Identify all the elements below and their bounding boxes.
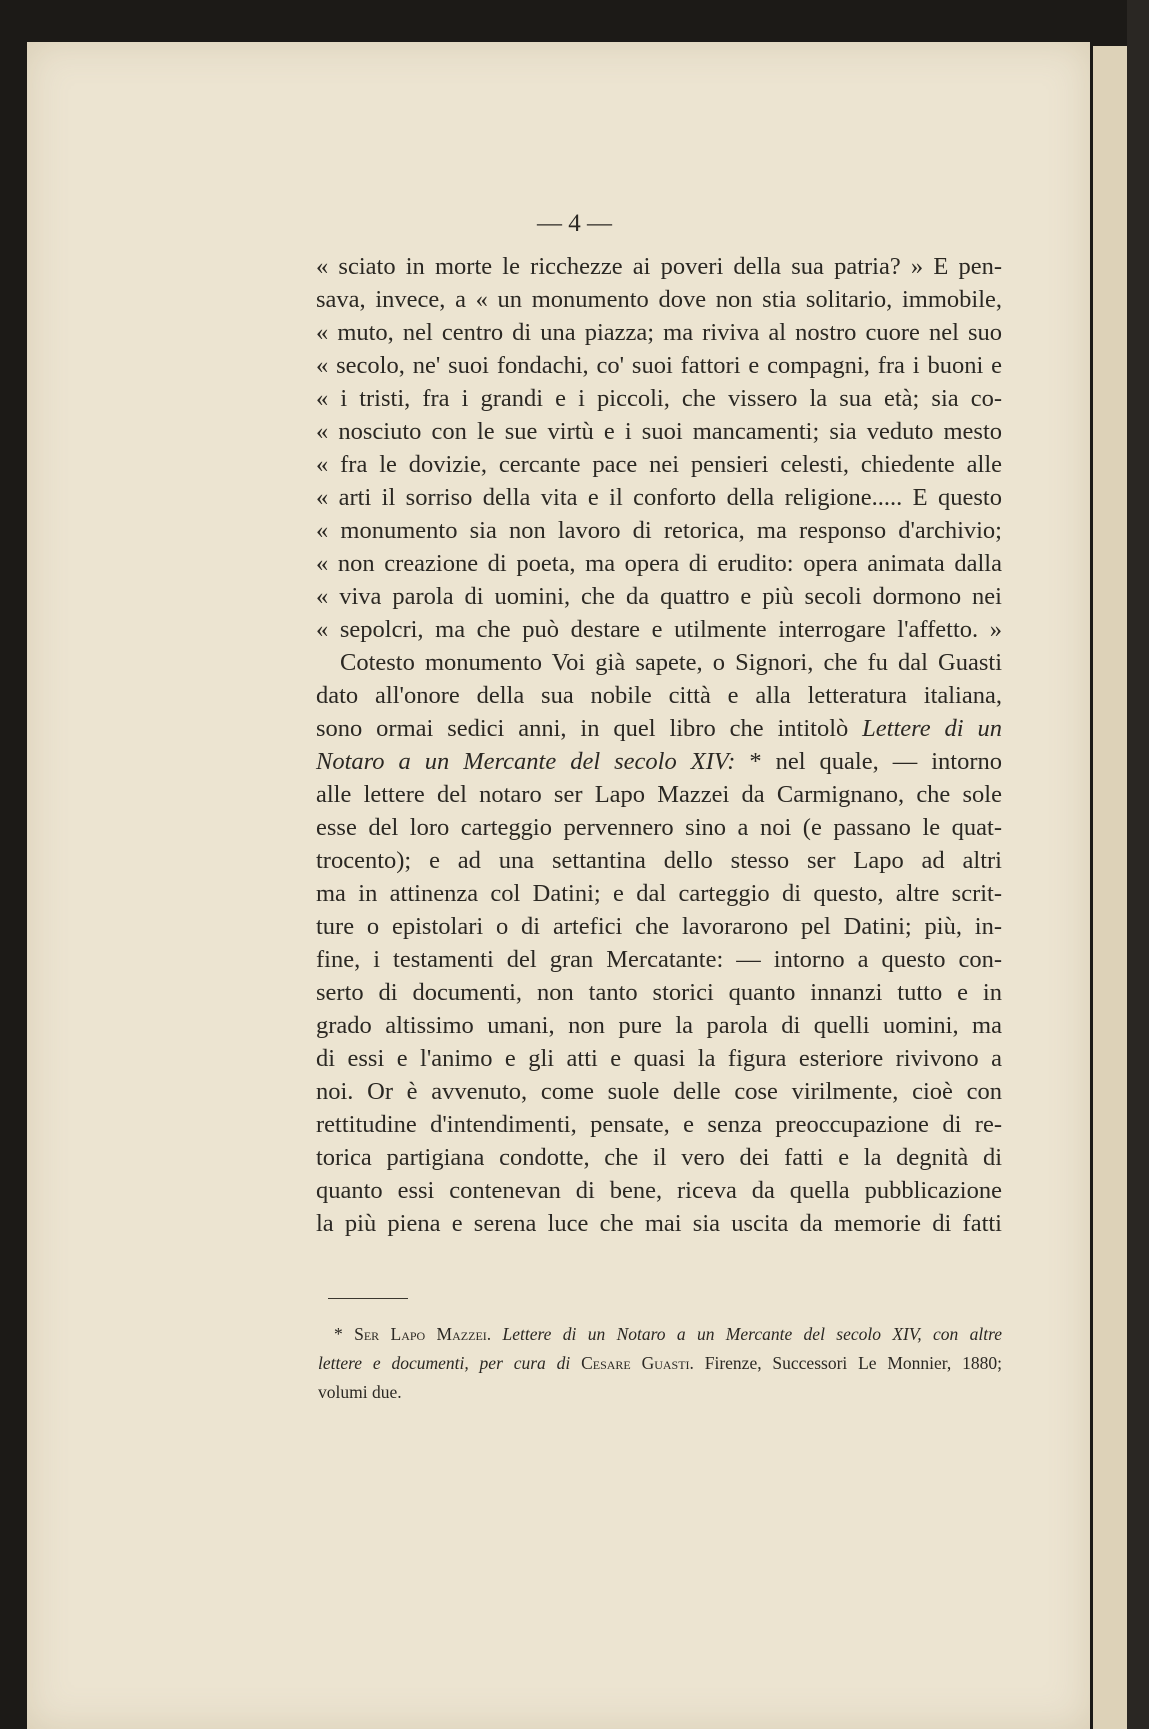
text-segment: * <box>334 1324 355 1344</box>
text-segment: quanto essi contenevan di bene, riceva da quella pubblicazione <box>316 1177 1002 1204</box>
text-segment: alle lettere del notaro ser Lapo Mazzei da Carmignano, che sole <box>316 781 1002 808</box>
text-segment: « secolo, ne' suoi fondachi, co' suoi fattori e compagni, fra i buoni e <box>316 352 1002 379</box>
text-line <box>316 877 1002 910</box>
adjacent-page-edge <box>1093 46 1127 1729</box>
text-line <box>316 250 1002 283</box>
text-segment: la più piena e serena luce che mai sia uscita da memorie di fatti <box>316 1210 1002 1237</box>
text-segment: ture o epistolari o di artefici che lavorarono pel Datini; più, in- <box>316 913 1002 940</box>
text-segment: « muto, nel centro di una piazza; ma riviva al nostro cuore nel suo <box>316 319 1002 346</box>
text-line <box>316 943 1002 976</box>
text-line <box>316 745 1002 778</box>
text-segment: « nosciuto con le sue virtù e i suoi mancamenti; sia veduto mesto <box>316 418 1002 445</box>
italic-text: Lettere di un <box>862 715 1002 742</box>
text-segment: « fra le dovizie, cercante pace nei pensieri celesti, chiedente alle <box>316 451 1002 478</box>
text-segment: « arti il sorriso della vita e il conforto della religione..... E questo <box>316 484 1002 511</box>
footnote-line <box>318 1320 1002 1349</box>
body-text <box>316 250 1002 1240</box>
text-line <box>316 778 1002 811</box>
text-segment: grado altissimo umani, non pure la parola di quelli uomini, ma <box>316 1012 1002 1039</box>
text-segment <box>570 1353 581 1373</box>
text-line <box>316 547 1002 580</box>
page-number: — 4 — <box>537 210 612 237</box>
footnote-rule <box>328 1298 408 1299</box>
text-line <box>316 448 1002 481</box>
italic-text: lettere e documenti, per cura di <box>318 1353 571 1373</box>
text-segment: noi. Or è avvenuto, come suole delle cose virilmente, cioè con <box>316 1078 1002 1105</box>
italic-text: Lettere di un Notaro a un Mercante del secolo XIV, <box>502 1324 922 1344</box>
text-segment: di essi e l'animo e gli atti e quasi la figura esteriore rivivono a <box>316 1045 1002 1072</box>
text-segment: trocento); e ad una settantina dello stesso ser Lapo ad altri <box>316 847 1002 874</box>
small-caps-text: Ser Lapo Mazzei. <box>354 1324 492 1344</box>
text-segment: Firenze, Successori Le Monnier, 1880; <box>693 1353 1002 1373</box>
text-line <box>316 514 1002 547</box>
text-segment <box>491 1324 502 1344</box>
text-line <box>316 349 1002 382</box>
text-line <box>316 580 1002 613</box>
text-segment: dato all'onore della sua nobile città e alla letteratura italiana, <box>316 682 1002 709</box>
text-segment: volumi due. <box>318 1382 402 1402</box>
italic-text: Notaro a un Mercante del secolo XIV: <box>316 748 736 775</box>
text-line <box>316 283 1002 316</box>
text-line <box>316 910 1002 943</box>
text-line <box>316 976 1002 1009</box>
footnote-line <box>318 1349 1002 1378</box>
text-line <box>316 613 1002 646</box>
text-line <box>316 1141 1002 1174</box>
text-line <box>316 1075 1002 1108</box>
text-line <box>316 1207 1002 1240</box>
text-segment: « sepolcri, ma che può destare e utilmente interrogare l'affetto. » <box>316 616 1002 643</box>
small-caps-text: Cesare Guasti. <box>581 1353 694 1373</box>
text-line <box>316 1108 1002 1141</box>
text-segment: fine, i testamenti del gran Mercatante: — intorno a questo con- <box>316 946 1002 973</box>
text-line <box>316 415 1002 448</box>
text-segment: « sciato in morte le ricchezze ai poveri della sua patria? » E pen- <box>316 253 1002 280</box>
footnote-line <box>318 1378 1002 1407</box>
footnote <box>318 1320 1002 1407</box>
text-segment <box>922 1324 933 1344</box>
italic-text: con altre <box>933 1324 1003 1344</box>
scan-edge <box>1127 0 1149 1729</box>
text-segment: * nel quale, — intorno <box>735 748 1002 775</box>
text-line <box>316 1174 1002 1207</box>
text-line <box>316 811 1002 844</box>
text-segment: « non creazione di poeta, ma opera di erudito: opera animata dalla <box>316 550 1002 577</box>
text-line <box>316 481 1002 514</box>
text-segment: ma in attinenza col Datini; e dal carteggio di questo, altre scrit- <box>316 880 1002 907</box>
text-segment: torica partigiana condotte, che il vero dei fatti e la degnità di <box>316 1144 1002 1171</box>
text-line <box>316 1009 1002 1042</box>
text-line <box>316 679 1002 712</box>
text-line <box>316 712 1002 745</box>
text-segment: serto di documenti, non tanto storici quanto innanzi tutto e in <box>316 979 1002 1006</box>
text-line <box>316 646 1002 679</box>
text-segment: Cotesto monumento Voi già sapete, o Signori, che fu dal Guasti <box>340 649 1002 676</box>
text-line <box>316 316 1002 349</box>
text-line <box>316 382 1002 415</box>
text-segment: « viva parola di uomini, che da quattro e più secoli dormono nei <box>316 583 1002 610</box>
text-segment: « monumento sia non lavoro di retorica, ma responso d'archivio; <box>316 517 1002 544</box>
text-segment: « i tristi, fra i grandi e i piccoli, che vissero la sua età; sia co- <box>316 385 1002 412</box>
text-segment: sava, invece, a « un monumento dove non stia solitario, immobile, <box>316 286 1002 313</box>
text-line <box>316 844 1002 877</box>
text-line <box>316 1042 1002 1075</box>
text-segment: rettitudine d'intendimenti, pensate, e senza preoccupazione di re- <box>316 1111 1002 1138</box>
text-segment: esse del loro carteggio pervennero sino a noi (e passano le quat- <box>316 814 1002 841</box>
text-segment: sono ormai sedici anni, in quel libro che intitolò <box>316 715 863 742</box>
